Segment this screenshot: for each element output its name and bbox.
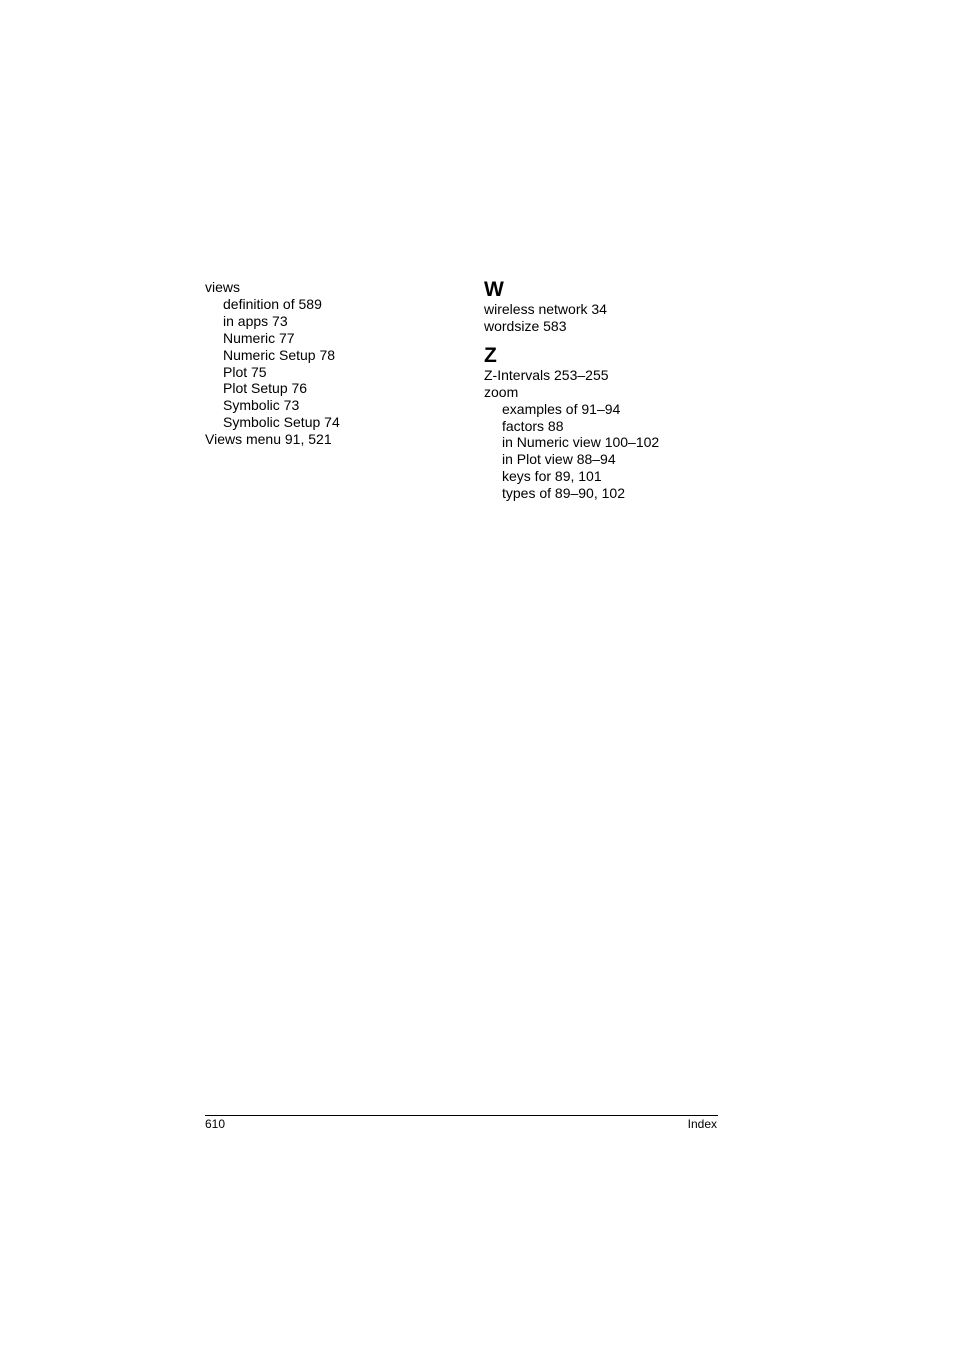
index-subentry: types of 89–90, 102 (502, 485, 625, 502)
index-subentry: Symbolic 73 (223, 397, 300, 414)
index-subentry: definition of 589 (223, 295, 322, 312)
section-letter-z: Z (484, 343, 497, 367)
index-subentry: in Numeric view 100–102 (502, 434, 660, 451)
index-entry: zoom (484, 383, 519, 400)
section-letter-w: W (484, 278, 504, 301)
index-entry: wireless network 34 (484, 301, 607, 317)
index-entry: views (205, 279, 241, 295)
footer-rule (205, 1115, 718, 1116)
index-column-left (205, 279, 465, 448)
index-subentry: examples of 91–94 (502, 400, 621, 417)
index-subentry: keys for 89, 101 (502, 468, 602, 485)
index-subentry: Symbolic Setup 74 (223, 414, 340, 431)
index-entry: wordsize 583 (484, 317, 567, 334)
index-subentry: Numeric Setup 78 (223, 346, 336, 363)
index-subentry: Numeric 77 (223, 329, 295, 346)
index-subentry: factors 88 (502, 417, 564, 434)
index-column-right (484, 279, 744, 502)
index-subentry: in Plot view 88–94 (502, 451, 616, 468)
index-subentry: Plot 75 (223, 363, 267, 380)
index-entry: Z-Intervals 253–255 (484, 366, 609, 383)
index-subentry: in apps 73 (223, 312, 288, 329)
index-entry: Views menu 91, 521 (205, 431, 332, 448)
running-head: Index (687, 1117, 717, 1131)
page-number: 610 (205, 1117, 226, 1131)
index-subentry: Plot Setup 76 (223, 380, 308, 397)
